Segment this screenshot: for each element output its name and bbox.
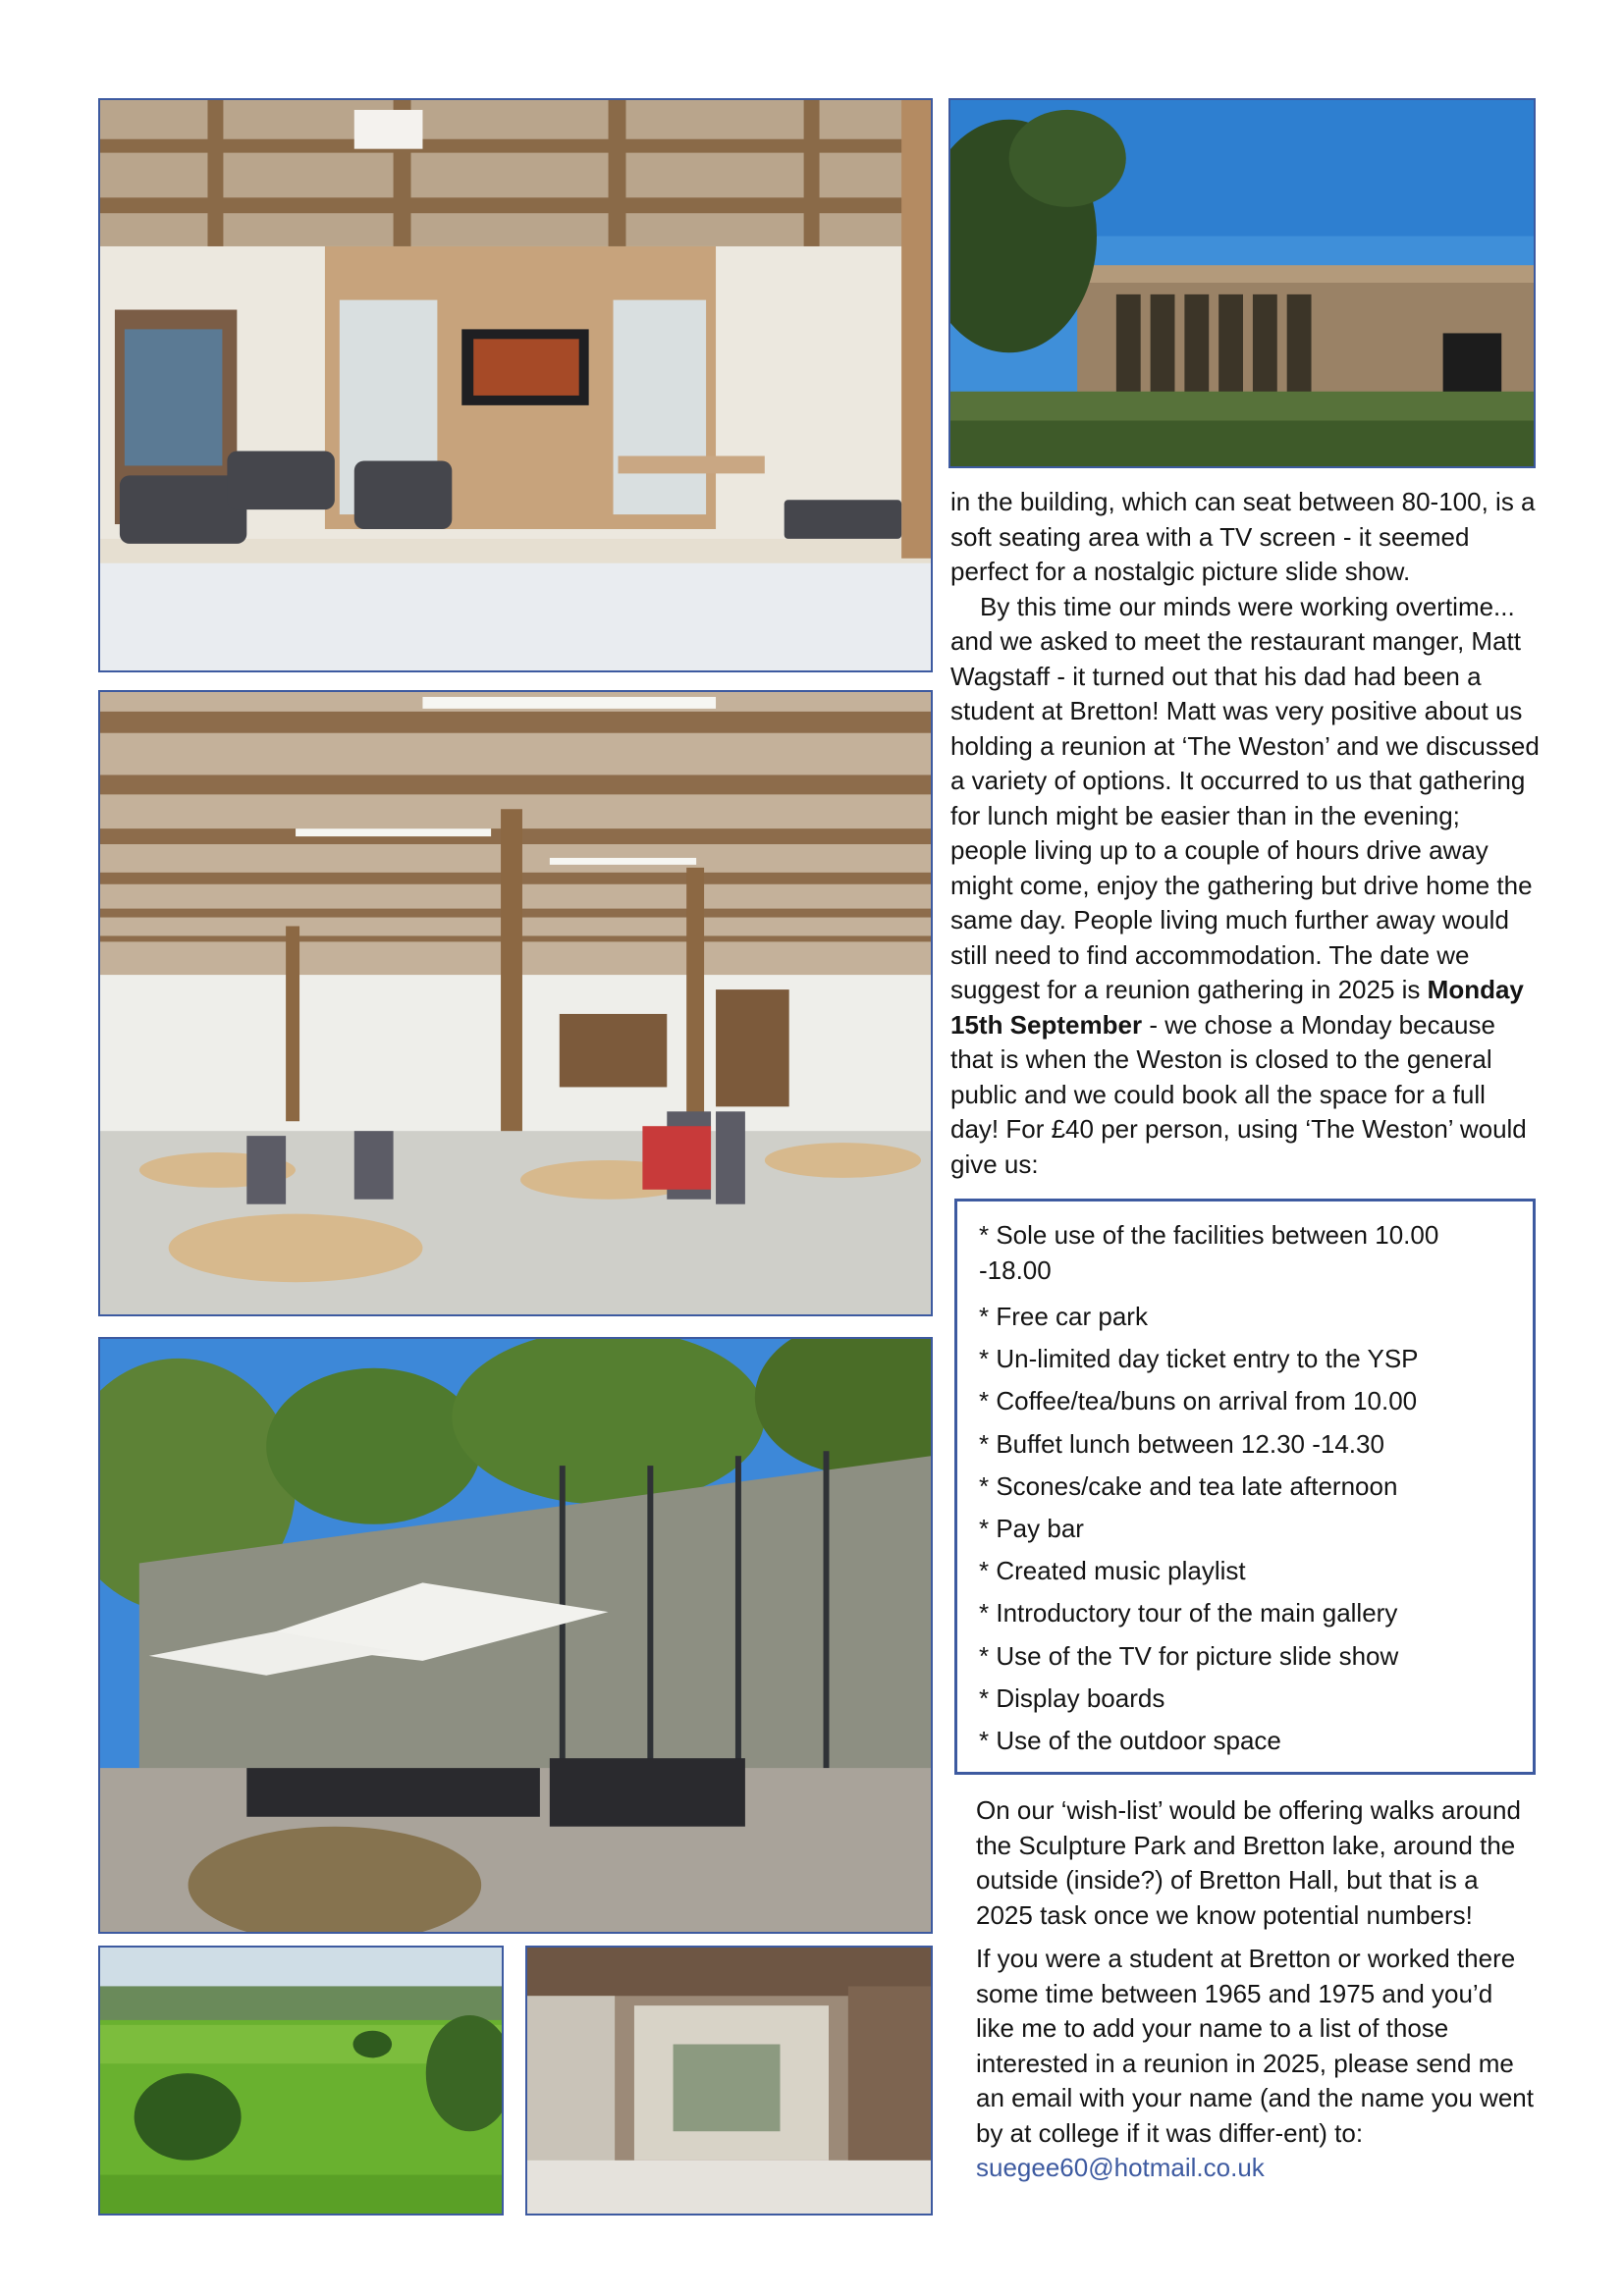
offer-item: * Pay bar [979, 1514, 1084, 1544]
photo-exterior-building [948, 98, 1536, 468]
photo-outdoor-terrace [98, 1337, 933, 1934]
offer-item: * Introductory tour of the main gallery [979, 1598, 1398, 1629]
offer-item: * Display boards [979, 1682, 1165, 1713]
closing-section [976, 1793, 1536, 2195]
offer-item: * Use of the TV for picture slide show [979, 1640, 1399, 1671]
photo-interior-blurred [525, 1946, 933, 2216]
wishlist-paragraph: On our ‘wish-list’ would be offering walks around the Sculpture Park and Bretton lake, around the outside (inside?) of Bretton Hall, but that is a 2025 task once we know potential numbers! [976, 1795, 1521, 1930]
contact-text: If you were a student at Bretton or worked there some time between 1965 and 1975 and you’d like me to add your name to a list of those interested in a reunion in 2025, please send me an email with your name (and the name you went by at college if it was differ-ent) to: [976, 1944, 1534, 2148]
email-link[interactable]: suegee60@hotmail.co.uk [976, 2153, 1265, 2182]
offer-item: * Created music playlist [979, 1556, 1246, 1586]
photo-countryside [98, 1946, 504, 2216]
offer-item: * Scones/cake and tea late afternoon [979, 1470, 1398, 1501]
offer-list [979, 1218, 1513, 1762]
offer-item: * Coffee/tea/buns on arrival from 10.00 [979, 1386, 1418, 1416]
offer-item: * Sole use of the facilities between 10.00 -18.00 [979, 1220, 1439, 1285]
article-paragraph-1: in the building, which can seat between 80-100, is a soft seating area with a TV screen - it seemed perfect for a nostalgic picture slide show. [950, 487, 1536, 586]
reunion-date: Monday 15th September [950, 975, 1524, 1040]
photo-restaurant-interior [98, 690, 933, 1316]
article-body [950, 485, 1540, 1182]
offer-item: * Buffet lunch between 12.30 -14.30 [979, 1428, 1384, 1459]
paragraph-2-end: - we chose a Monday because that is when the Weston is closed to the general public and we could book all the space for a full day! For £40 per person, using ‘The Weston’ would give us: [950, 1009, 1527, 1179]
offer-item: * Un-limited day ticket entry to the YSP [979, 1344, 1419, 1374]
offer-item: * Free car park [979, 1302, 1148, 1331]
paragraph-2-text: By this time our minds were working overtime... and we asked to meet the restaurant manger, Matt Wagstaff - it turned out that his dad had been a student at Bretton! Matt was very positive about us holding a reunion at ‘The Weston’ and we discussed a variety of options. It occurred to us that gathering for lunch might be easier than in the evening; people living up to a couple of hours drive away might come, enjoy the gathering but drive home the same day. People living much further away would still need to find accommodation. The date we suggest for a reunion gathering in 2025 is [950, 591, 1540, 1004]
photo-interior-lounge [98, 98, 933, 672]
offer-list-box [954, 1199, 1536, 1775]
article-paragraph-2 [950, 590, 1540, 1183]
offer-item: * Use of the outdoor space [979, 1726, 1281, 1756]
contact-paragraph [976, 1942, 1536, 2186]
